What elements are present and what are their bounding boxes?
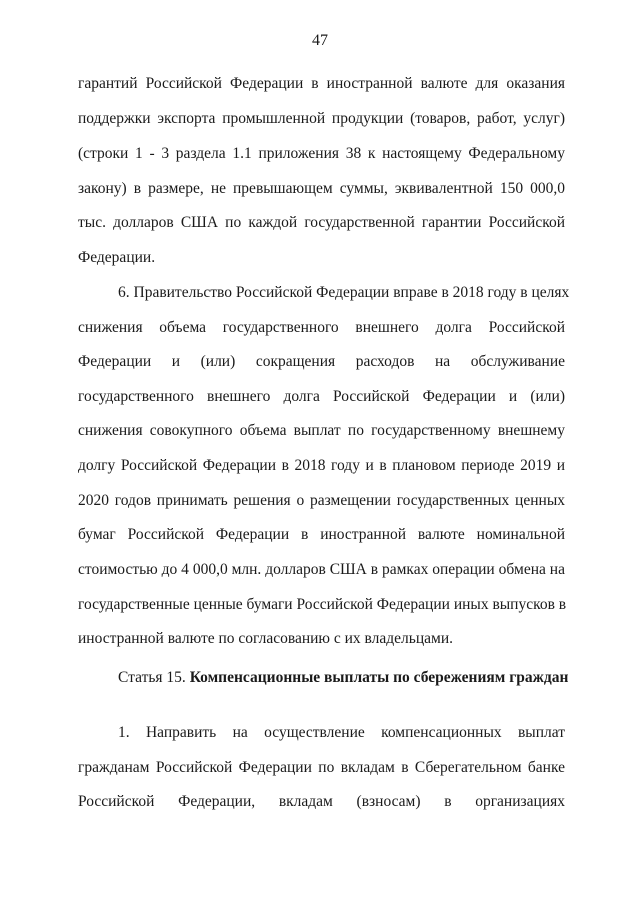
text-line: 2020 годов принимать решения о размещении государственных ценных (78, 492, 565, 509)
text-line: государственные ценные бумаги Российской Федерации иных выпусков в (78, 596, 567, 613)
text-line: гарантий Российской Федерации в иностранной валюте для оказания (78, 75, 565, 92)
text-line: иностранной валюте по согласованию с их владельцами. (78, 630, 454, 647)
article-number: Статья 15. (118, 669, 190, 686)
text-line: снижения совокупного объема выплат по государственному внешнему (78, 422, 565, 439)
paragraph-start-line: 6. Правительство Российской Федерации вправе в 2018 году в целях (118, 284, 570, 301)
text-line: долгу Российской Федерации в 2018 году и в плановом периоде 2019 и (78, 457, 565, 474)
article-heading (118, 668, 569, 688)
text-line: гражданам Российской Федерации по вкладам в Сберегательном банке (78, 759, 565, 776)
text-line: Российской Федерации, вкладам (взносам) в организациях (78, 793, 565, 810)
paragraph-start-line: 1. Направить на осуществление компенсационных выплат (118, 724, 565, 741)
text-line: Федерации и (или) сокращения расходов на обслуживание (78, 353, 565, 370)
text-line: (строки 1 - 3 раздела 1.1 приложения 38 к настоящему Федеральному (78, 145, 565, 162)
page-number: 47 (312, 32, 328, 49)
text-line: закону) в размере, не превышающем суммы, эквивалентной 150 000,0 (78, 180, 565, 197)
text-line: поддержки экспорта промышленной продукции (товаров, работ, услуг) (78, 110, 565, 127)
text-line: снижения объема государственного внешнего долга Российской (78, 319, 565, 336)
text-line: стоимостью до 4 000,0 млн. долларов США в рамках операции обмена на (78, 561, 565, 578)
text-line: Федерации. (78, 249, 156, 266)
text-line: государственного внешнего долга Российской Федерации и (или) (78, 388, 565, 405)
text-line: бумаг Российской Федерации в иностранной валюте номинальной (78, 526, 565, 543)
text-line: тыс. долларов США по каждой государственной гарантии Российской (78, 214, 565, 231)
article-title: Компенсационные выплаты по сбережениям граждан (189, 669, 569, 686)
